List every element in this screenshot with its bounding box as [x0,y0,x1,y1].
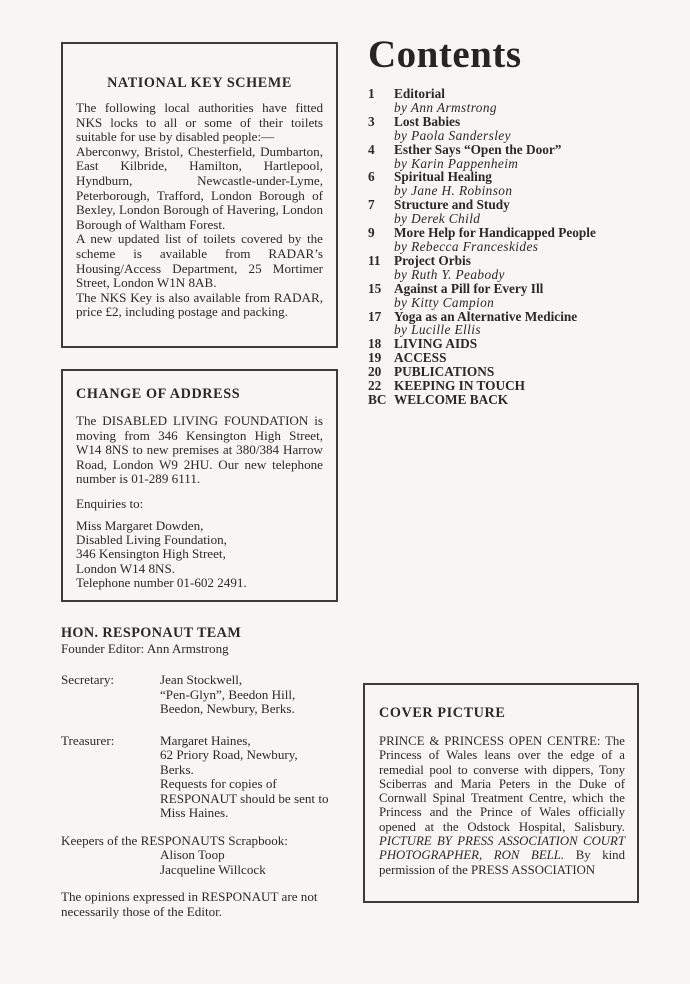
contents-item [368,282,663,310]
change-of-address-title: CHANGE OF ADDRESS [76,386,241,402]
contents-item-title: Project Orbis [394,252,471,268]
contents-page-number: 6 [368,169,375,185]
contents-page-number: BC [368,391,387,407]
contents-page-number: 20 [368,364,382,380]
keepers-label: Keepers of the RESPONAUTS Scrapbook: [61,832,288,848]
national-key-scheme-title: NATIONAL KEY SCHEME [107,75,292,91]
national-key-scheme-paragraph: The following local authorities have fitted NKS locks to all or some of their toilets suitable for use by disabled people:— [76,100,323,145]
contents-item [368,87,663,115]
contents-item-title: Spiritual Healing [394,169,492,185]
address-lines [76,519,323,591]
role-label: Secretary: [61,672,115,687]
role-lines [160,734,363,821]
contents-item-title: Lost Babies [394,113,461,129]
contents-page-number: 11 [368,252,381,268]
address-line: London W14 8NS. [76,560,176,576]
contents-page-number: 9 [368,225,375,241]
enquiries-label: Enquiries to: [76,495,144,511]
role-line: Beedon, Newbury, Berks. [160,701,295,716]
contents-page-number: 4 [368,141,375,157]
role-line: Jean Stockwell, [160,672,243,687]
contents-item-byline: by Paola Sandersley [394,127,511,143]
contents-item-byline: by Jane H. Robinson [394,183,513,199]
contents-item-title: KEEPING IN TOUCH [394,378,526,394]
role-line: RESPONAUT should be sent to [160,790,329,806]
role-line: Margaret Haines, [160,732,251,748]
national-key-scheme-paragraph: Aberconwy, Bristol, Chesterfield, Dumbarton, East Kilbride, Hamilton, Hartlepool, Hyndburn, Newcastle-under-Lyme, Peterborough, Trafford, London Borough of Bexley, London Borough of Havering, London Borough of Waltham Forest. [76,143,323,232]
contents-item-byline: by Karin Pappenheim [394,155,519,171]
keepers-names [61,848,363,877]
contents-page-number: 18 [368,336,382,352]
cover-text-end: By kind permission of the PRESS ASSOCIATION [379,848,625,877]
contents-item-byline: by Derek Child [394,211,481,227]
contents-item [368,393,663,407]
cover-picture-title: COVER PICTURE [379,705,506,721]
contents-title: Contents [368,33,522,76]
contents-item [368,310,663,338]
contents-item [368,170,663,198]
national-key-scheme-box [61,42,338,348]
contents-page-number: 7 [368,197,375,213]
national-key-scheme-paragraph: The NKS Key is also available from RADAR, price £2, including postage and packing. [76,289,323,320]
contents-item-byline: by Lucille Ellis [394,322,481,338]
contents-item-title: Against a Pill for Every Ill [394,280,544,296]
cover-text-start: PRINCE & PRINCESS OPEN CENTRE: The Princess of Wales leans over the edge of a remedial pool to converse with dippers, Tony Sciberras and Maria Peters in the Duke of Cornwall Spinal Treatment Centre, which the Princess and the Prince of Wales officially opened at the Odstock Hospital, Salisbury. [379,734,625,834]
contents-item-title: LIVING AIDS [394,336,478,352]
role-line: Miss Haines. [160,805,229,820]
contents-item-byline: by Ann Armstrong [394,99,497,115]
team-section [61,626,363,919]
contents-item [368,337,663,351]
contents-item-byline: by Ruth Y. Peabody [394,266,505,282]
contents-item [368,379,663,393]
address-line: Miss Margaret Dowden, [76,517,204,533]
contents-item [368,365,663,379]
contents-page-number: 3 [368,113,375,129]
keepers-block [61,834,363,878]
contents-page-number: 15 [368,280,382,296]
contents-item-byline: by Kitty Campion [394,294,495,310]
contents-item [368,115,663,143]
contents-item [368,351,663,365]
cover-picture-box [363,683,639,903]
role-label: Treasurer: [61,732,115,748]
change-of-address-box [61,369,338,602]
contents-item [368,143,663,171]
founder-editor-line: Founder Editor: Ann Armstrong [61,640,229,656]
contents-item-title: ACCESS [394,350,447,366]
secretary-block [61,673,363,717]
national-key-scheme-paragraph: A new updated list of toilets covered by the scheme is available from RADAR’s Housing/Access Department, 25 Mortimer Street, London W1N 8AB. [76,231,323,291]
address-line: Disabled Living Foundation, [76,531,227,547]
role-lines [160,673,363,717]
role-line: Requests for copies of [160,776,277,791]
contents-page-number: 17 [368,308,382,324]
contents-item-title: Esther Says “Open the Door” [394,141,562,157]
contents-list [368,87,663,407]
contents-item-title: PUBLICATIONS [394,364,495,380]
treasurer-block [61,734,363,821]
contents-item-title: Yoga as an Alternative Medicine [394,308,578,324]
contents-item-title: Structure and Study [394,197,510,213]
contents-item-title: More Help for Handicapped People [394,225,596,241]
contents-page-number: 1 [368,86,375,101]
contents-page-number: 22 [368,378,382,394]
cover-credit-italic: PICTURE BY PRESS ASSOCIATION COURT PHOTOGRAPHER, RON BELL. [379,834,625,863]
contents-item [368,254,663,282]
contents-item [368,198,663,226]
change-of-address-paragraph: The DISABLED LIVING FOUNDATION is moving from 346 Kensington High Street, W14 8NS to new premises at 380/384 Harrow Road, London W9 2HU. Our new telephone number is 01-289 6111. [76,413,323,487]
address-line: 346 Kensington High Street, [76,546,226,562]
team-title: HON. RESPONAUT TEAM [61,625,242,641]
opinions-disclaimer: The opinions expressed in RESPONAUT are not necessarily those of the Editor. [61,889,318,919]
contents-section [368,34,663,407]
cover-picture-text [379,734,625,877]
role-line: “Pen-Glyn”, Beedon Hill, [160,686,296,702]
role-line: Berks. [160,761,194,777]
keeper-name: Jacqueline Willcock [160,861,266,877]
national-key-scheme-body [76,101,323,320]
contents-item-title: Editorial [394,86,445,101]
keeper-name: Alison Toop [160,847,225,862]
address-line: Telephone number 01-602 2491. [76,575,247,591]
contents-item-title: WELCOME BACK [394,391,509,407]
role-line: 62 Priory Road, Newbury, [160,747,298,762]
contents-item [368,226,663,254]
contents-item-byline: by Rebecca Franceskides [394,238,539,254]
contents-page-number: 19 [368,350,382,366]
